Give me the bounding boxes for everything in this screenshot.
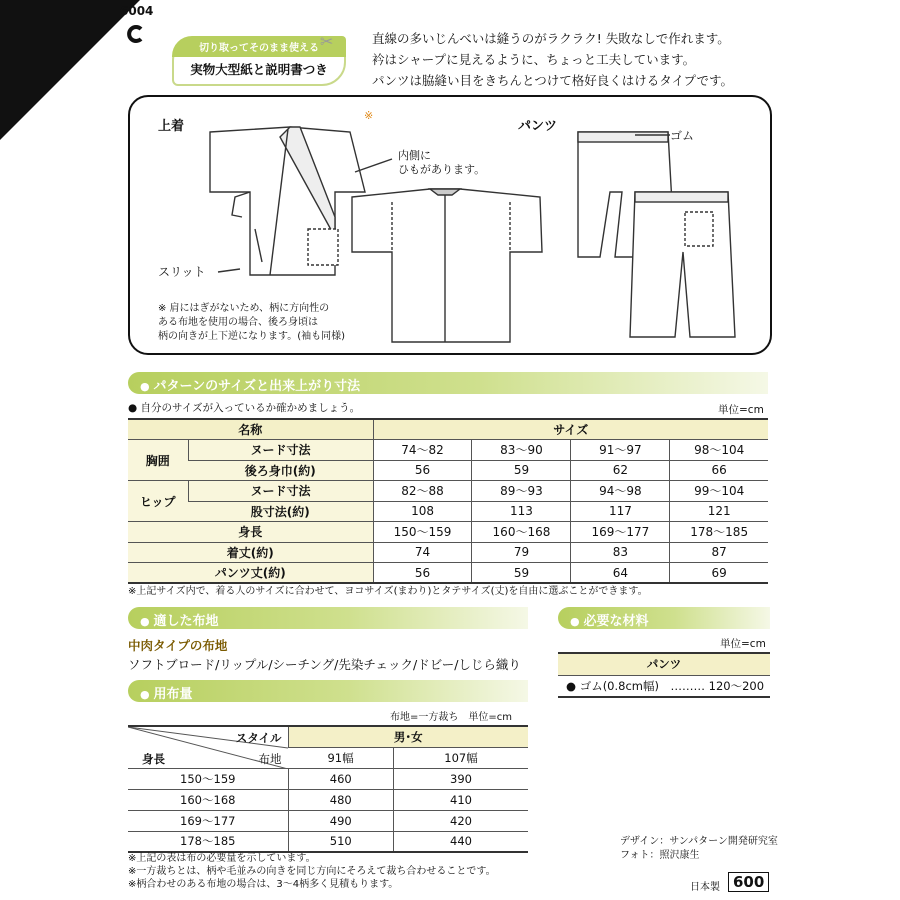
table-row bbox=[128, 501, 768, 522]
size-cell: 59 bbox=[472, 460, 571, 481]
jacket-label: 上着 bbox=[158, 119, 185, 134]
materials-table bbox=[558, 652, 770, 698]
elastic-callout: ゴム bbox=[670, 129, 695, 143]
feature-line: 直線の多いじんべいは縫うのがラクラク! 失敗なしで作れます。 bbox=[372, 31, 730, 46]
height-cell: 169～177 bbox=[128, 810, 288, 831]
feature-line: 衿はシャープに見えるように、ちょっと工夫しています。 bbox=[372, 52, 696, 67]
size-cell: 169～177 bbox=[571, 522, 670, 543]
table-row bbox=[128, 419, 768, 440]
slit-callout: スリット bbox=[158, 265, 206, 279]
table-row bbox=[128, 726, 528, 747]
table-row bbox=[128, 440, 768, 461]
note-line: 柄の向きが上下逆になります。(袖も同様) bbox=[158, 331, 346, 342]
feature-line: パンツは脇縫い目をきちんとつけて格好良くはけるタイプです。 bbox=[372, 73, 734, 88]
yardage-note-line: ※一方裁ちとは、柄や毛並みの向きを同じ方向にそろえて裁ち合わせることです。 bbox=[128, 866, 496, 877]
table-row bbox=[128, 563, 768, 584]
table-row bbox=[128, 460, 768, 481]
size-check-text: 自分のサイズが入っているか確かめましょう。 bbox=[140, 402, 361, 414]
table-row bbox=[128, 831, 528, 852]
width-header: 91幅 bbox=[288, 747, 394, 768]
size-section-title: パターンのサイズと出来上がり寸法 bbox=[153, 379, 361, 394]
yardage-cell: 410 bbox=[394, 789, 528, 810]
jacket-back-drawing bbox=[352, 189, 542, 342]
yardage-unit-note: 布地=一方裁ち 単位=cm bbox=[390, 712, 512, 723]
height-cell: 160～168 bbox=[128, 789, 288, 810]
size-cell: 56 bbox=[373, 460, 472, 481]
size-cell: 74 bbox=[373, 542, 472, 563]
inner-tie-callout: 内側に ひもがあります。 bbox=[398, 149, 486, 176]
size-cell: 74～82 bbox=[373, 440, 472, 461]
star-note-mark: ※ bbox=[364, 109, 374, 122]
size-cell: 150～159 bbox=[373, 522, 472, 543]
fabric-list: ソフトブロード/リップル/シーチング/先染チェック/ドビー/しじら織り bbox=[128, 657, 521, 672]
yardage-table bbox=[128, 725, 528, 853]
yardage-cell: 480 bbox=[288, 789, 394, 810]
yardage-section-title: 用布量 bbox=[153, 687, 193, 702]
size-cell: 56 bbox=[373, 563, 472, 584]
made-in: 日本製 bbox=[690, 882, 720, 893]
price-box: 600 bbox=[728, 872, 769, 892]
row-label: 股寸法(約) bbox=[188, 501, 373, 522]
size-cell: 94～98 bbox=[571, 481, 670, 502]
garment-illustration-panel bbox=[128, 95, 772, 355]
width-header: 107幅 bbox=[394, 747, 528, 768]
credits bbox=[620, 835, 778, 863]
size-cell: 87 bbox=[670, 542, 768, 563]
size-cell: 91～97 bbox=[571, 440, 670, 461]
table-row bbox=[128, 481, 768, 502]
fabric-section-heading: ● 適した布地 bbox=[128, 607, 528, 629]
table-row bbox=[128, 810, 528, 831]
materials-item: ● ゴム(0.8cm幅) ……… 120～200 bbox=[558, 675, 770, 697]
table-row bbox=[128, 789, 528, 810]
header-name: 名称 bbox=[128, 419, 373, 440]
size-section-heading: ● パターンのサイズと出来上がり寸法 bbox=[128, 372, 768, 394]
design-credit: デザイン：サンパターン開発研究室 bbox=[620, 836, 778, 847]
materials-section-heading: ● 必要な材料 bbox=[558, 607, 770, 629]
yardage-cell: 460 bbox=[288, 768, 394, 789]
pants-back-drawing bbox=[630, 192, 735, 337]
size-cell: 99～104 bbox=[670, 481, 768, 502]
note-line: ※ 肩にはぎがないため、柄に方向性の bbox=[158, 303, 330, 314]
materials-header: パンツ bbox=[558, 653, 770, 675]
group-chest: 胸囲 bbox=[128, 440, 188, 481]
yardage-section-heading: ● 用布量 bbox=[128, 680, 528, 702]
size-unit: 単位=cm bbox=[718, 404, 764, 416]
row-label: ヌード寸法 bbox=[188, 440, 373, 461]
size-cell: 62 bbox=[571, 460, 670, 481]
size-cell: 89～93 bbox=[472, 481, 571, 502]
size-cell: 82～88 bbox=[373, 481, 472, 502]
pants-label: パンツ bbox=[518, 119, 558, 134]
table-row bbox=[128, 522, 768, 543]
row-label: パンツ丈(約) bbox=[128, 563, 373, 584]
yardage-notes bbox=[128, 852, 496, 891]
yardage-cell: 510 bbox=[288, 831, 394, 852]
materials-section-title: 必要な材料 bbox=[583, 614, 649, 629]
badge-title: 実物大型紙と説明書つき bbox=[190, 62, 328, 77]
badge-subtitle: 切り取ってそのまま使える bbox=[172, 36, 346, 57]
yardage-note-line: ※柄合わせのある布地の場合は、3～4柄多く見積もります。 bbox=[128, 879, 399, 890]
fabric-type: 中肉タイプの布地 bbox=[128, 638, 228, 653]
row-label: ヌード寸法 bbox=[188, 481, 373, 502]
size-cell: 108 bbox=[373, 501, 472, 522]
height-cell: 150～159 bbox=[128, 768, 288, 789]
size-cell: 64 bbox=[571, 563, 670, 584]
illustration-note bbox=[158, 302, 345, 344]
row-label: 後ろ身巾(約) bbox=[188, 460, 373, 481]
size-table bbox=[128, 418, 768, 584]
yardage-cell: 490 bbox=[288, 810, 394, 831]
yardage-note-line: ※上記の表は布の必要量を示しています。 bbox=[128, 853, 316, 864]
size-cell: 121 bbox=[670, 501, 768, 522]
height-cell: 178～185 bbox=[128, 831, 288, 852]
style-label: スタイル bbox=[235, 731, 282, 745]
row-label: 着丈(約) bbox=[128, 542, 373, 563]
pattern-number: 6004 bbox=[120, 4, 154, 18]
photo-credit: フォト：照沢康生 bbox=[620, 850, 700, 861]
height-label: 身長 bbox=[142, 752, 165, 766]
size-footnote: ※上記サイズ内で、着る人のサイズに合わせて、ヨコサイズ(まわり)とタテサイズ(丈)を自由に選ぶことができます。 bbox=[128, 586, 648, 597]
fabric-section-title: 適した布地 bbox=[153, 614, 219, 629]
size-cell: 160～168 bbox=[472, 522, 571, 543]
header-size: サイズ bbox=[373, 419, 768, 440]
feature-list bbox=[372, 28, 733, 91]
table-row bbox=[558, 675, 770, 697]
yardage-cell: 390 bbox=[394, 768, 528, 789]
group-hip: ヒップ bbox=[128, 481, 188, 522]
diagonal-header-cell bbox=[128, 726, 288, 768]
yardage-cell: 420 bbox=[394, 810, 528, 831]
materials-unit: 単位=cm bbox=[720, 638, 766, 650]
row-label: 身長 bbox=[128, 522, 373, 543]
table-row bbox=[128, 768, 528, 789]
pants-pocket-drawing bbox=[685, 212, 713, 246]
brand-logo-icon bbox=[124, 22, 148, 46]
size-cell: 83 bbox=[571, 542, 670, 563]
corner-triangle bbox=[0, 0, 140, 140]
yardage-cell: 440 bbox=[394, 831, 528, 852]
style-value: 男･女 bbox=[288, 726, 528, 747]
table-row bbox=[128, 542, 768, 563]
size-cell: 79 bbox=[472, 542, 571, 563]
size-cell: 69 bbox=[670, 563, 768, 584]
size-cell: 113 bbox=[472, 501, 571, 522]
scissors-icon: ✂ bbox=[320, 32, 334, 51]
size-check-note: ● 自分のサイズが入っているか確かめましょう。 bbox=[128, 402, 361, 414]
note-line: ある布地を使用の場合、後ろ身頃は bbox=[158, 317, 318, 328]
fabric-label: 布地 bbox=[258, 752, 282, 766]
table-row bbox=[558, 653, 770, 675]
size-cell: 178～185 bbox=[670, 522, 768, 543]
size-cell: 66 bbox=[670, 460, 768, 481]
jacket-pocket-drawing bbox=[308, 229, 338, 265]
size-cell: 98～104 bbox=[670, 440, 768, 461]
size-cell: 83～90 bbox=[472, 440, 571, 461]
size-cell: 117 bbox=[571, 501, 670, 522]
size-cell: 59 bbox=[472, 563, 571, 584]
